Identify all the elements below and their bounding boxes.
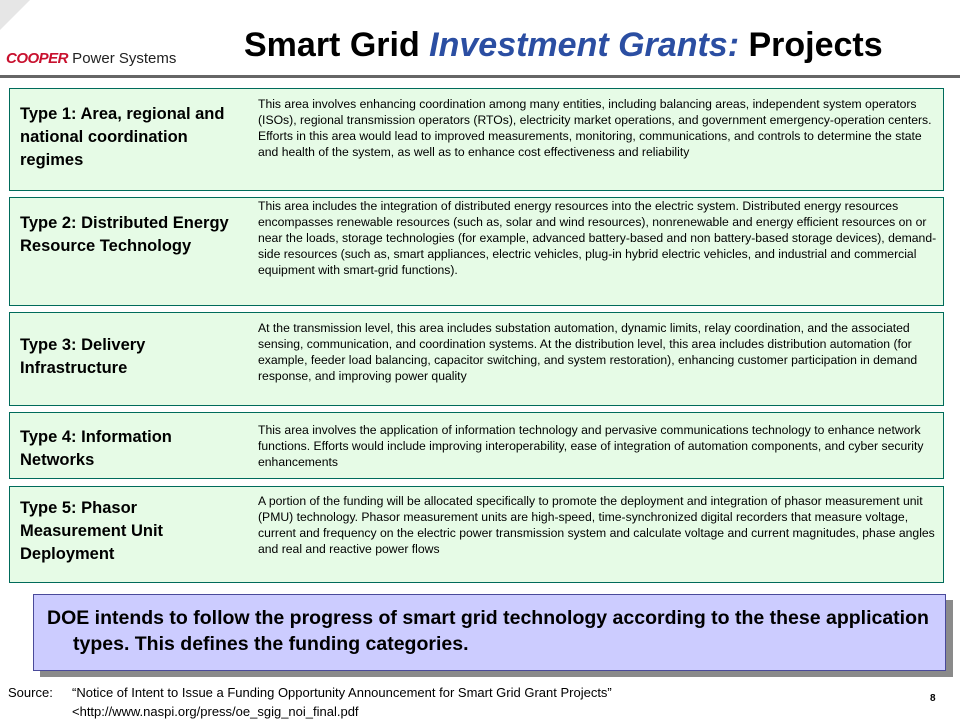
- source-citation: [8, 683, 612, 721]
- type-label: Type 1: Area, regional and national coordination regimes: [20, 105, 225, 169]
- source-lead: Source:: [8, 685, 53, 700]
- source-url: <http://www.naspi.org/press/oe_sgig_noi_final.pdf: [72, 704, 359, 719]
- type-description: This area involves the application of information technology and pervasive communications technology to enhance network functions. Efforts would include improving interoperability, ease of integration of automation components, and cyber security enhancements: [258, 423, 924, 469]
- type-card-3: [9, 312, 944, 406]
- page-number: 8: [930, 693, 936, 704]
- callout-box: [33, 594, 946, 671]
- type-card-1: [9, 88, 944, 191]
- type-card-2: [9, 197, 944, 306]
- type-label: Type 4: Information Networks: [20, 428, 172, 469]
- title-part-3: Projects: [739, 26, 883, 64]
- type-label: Type 2: Distributed Energy Resource Technology: [20, 214, 229, 255]
- title-accent: Investment Grants:: [429, 26, 740, 64]
- logo-subtitle: Power Systems: [68, 50, 177, 67]
- source-title: “Notice of Intent to Issue a Funding Opportunity Announcement for Smart Grid Grant Projects”: [72, 685, 612, 700]
- type-card-5: [9, 486, 944, 583]
- callout-text: DOE intends to follow the progress of smart grid technology according to the these application types. This defines the funding categories.: [47, 607, 929, 655]
- corner-decoration: [0, 0, 30, 30]
- title-divider: [0, 75, 960, 78]
- type-description: A portion of the funding will be allocated specifically to promote the deployment and integration of phasor measurement unit (PMU) technology. Phasor measurement units are high-speed, time-synchronized digital recorders that measure voltage, current and frequency on the electric power transmission system and calculate voltage and current magnitudes, phase angles and real and reactive power flows: [258, 494, 935, 556]
- type-label: Type 5: Phasor Measurement Unit Deployment: [20, 499, 164, 563]
- type-description: This area involves enhancing coordination among many entities, including balancing areas, independent system operators (ISOs), regional transmission operators (RTOs), electricity market operations, and government emergency-operation centers. Efforts in this area would lead to improved measurements, monitoring, communications, and controls to determine the state and health of the system, as well as to enhance cost effectiveness and reliability: [258, 97, 932, 159]
- title-part-1: Smart Grid: [244, 26, 430, 64]
- logo-brand: COOPER: [6, 50, 69, 67]
- slide-title: [244, 26, 883, 65]
- type-description: At the transmission level, this area includes substation automation, dynamic limits, relay coordination, and the associated sensing, communication, and coordination systems. At the distribution level, this area includes distribution automation (for example, feeder load balancing, capacitor switching, and system restoration), enhancing customer participation in demand response, and improving power quality: [258, 321, 918, 383]
- company-logo: [6, 50, 176, 67]
- type-card-4: [9, 412, 944, 479]
- type-description: This area includes the integration of distributed energy resources into the electric system. Distributed energy resources encompasses renewable resources (such as, solar and wind resources), nonrenewable and energy efficient resources on or near the loads, storage technologies (for example, advanced battery-based and non battery-based storage devices), demand-side resources (such as, smart appliances, electric vehicles, plug-in hybrid electric vehicles, and industrial and commercial equipment with smart-grid functions).: [258, 199, 937, 277]
- type-label: Type 3: Delivery Infrastructure: [20, 336, 146, 377]
